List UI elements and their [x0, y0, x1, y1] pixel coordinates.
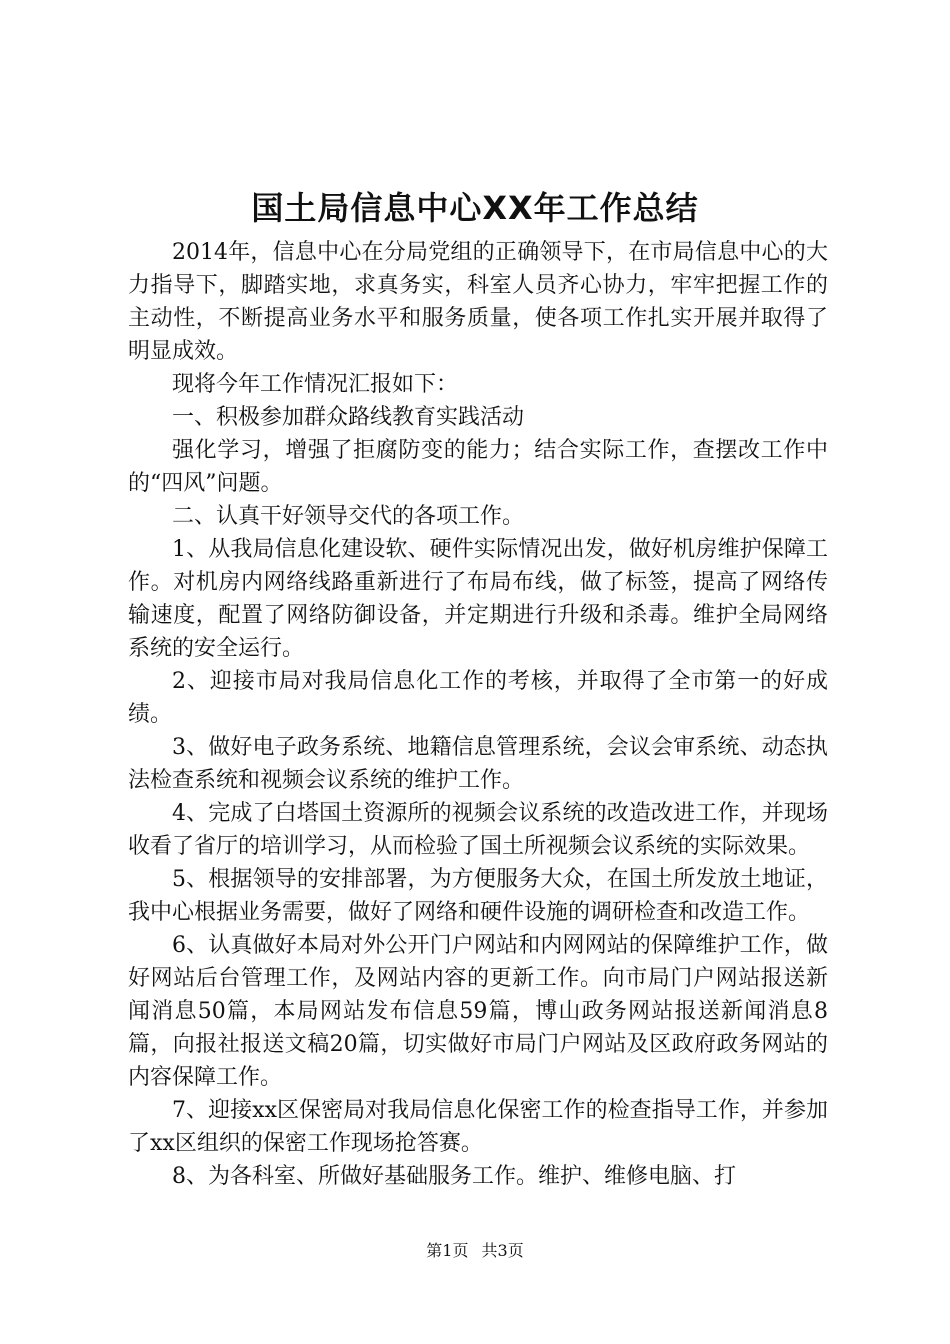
page-footer	[0, 1240, 950, 1262]
document-title: 国土局信息中心XX年工作总结	[251, 189, 699, 227]
paragraph: 7、迎接xx区保密局对我局信息化保密工作的检查指导工作，并参加了xx区组织的保密工作现场抢答赛。	[128, 1098, 828, 1156]
paragraph: 2、迎接市局对我局信息化工作的考核，并取得了全市第一的好成绩。	[128, 669, 828, 727]
section-heading: 二、认真干好领导交代的各项工作。	[172, 504, 525, 529]
document-body	[128, 236, 828, 1193]
page-total: 共3页	[481, 1241, 524, 1260]
paragraph: 现将今年工作情况汇报如下：	[172, 372, 459, 397]
paragraph: 6、认真做好本局对外公开门户网站和内网网站的保障维护工作，做好网站后台管理工作，及网站内容的更新工作。向市局门户网站报送新闻消息50篇，本局网站发布信息59篇，博山政务网站报送新闻消息8篇，向报社报送文稿20篇，切实做好市局门户网站及区政府政务网站的内容保障工作。	[128, 933, 828, 1090]
section-heading: 一、积极参加群众路线教育实践活动	[172, 405, 525, 430]
paragraph: 5、根据领导的安排部署，为方便服务大众，在国土所发放土地证，我中心根据业务需要，做好了网络和硬件设施的调研检查和改造工作。	[128, 867, 828, 925]
paragraph: 3、做好电子政务系统、地籍信息管理系统，会议会审系统、动态执法检查系统和视频会议系统的维护工作。	[128, 735, 828, 793]
paragraph: 1、从我局信息化建设软、硬件实际情况出发，做好机房维护保障工作。对机房内网络线路重新进行了布局布线，做了标签，提高了网络传输速度，配置了网络防御设备，并定期进行升级和杀毒。维护全局网络系统的安全运行。	[128, 537, 828, 661]
paragraph: 8、为各科室、所做好基础服务工作。维护、维修电脑、打	[172, 1164, 736, 1189]
page-number: 第1页	[426, 1241, 469, 1260]
paragraph: 2014年，信息中心在分局党组的正确领导下，在市局信息中心的大力指导下，脚踏实地，求真务实，科室人员齐心协力，牢牢把握工作的主动性，不断提高业务水平和服务质量，使各项工作扎实开展并取得了明显成效。	[128, 240, 828, 364]
paragraph: 强化学习，增强了拒腐防变的能力；结合实际工作，查摆改工作中的“四风”问题。	[128, 438, 828, 496]
paragraph: 4、完成了白塔国土资源所的视频会议系统的改造改进工作，并现场收看了省厅的培训学习，从而检验了国土所视频会议系统的实际效果。	[128, 801, 828, 859]
